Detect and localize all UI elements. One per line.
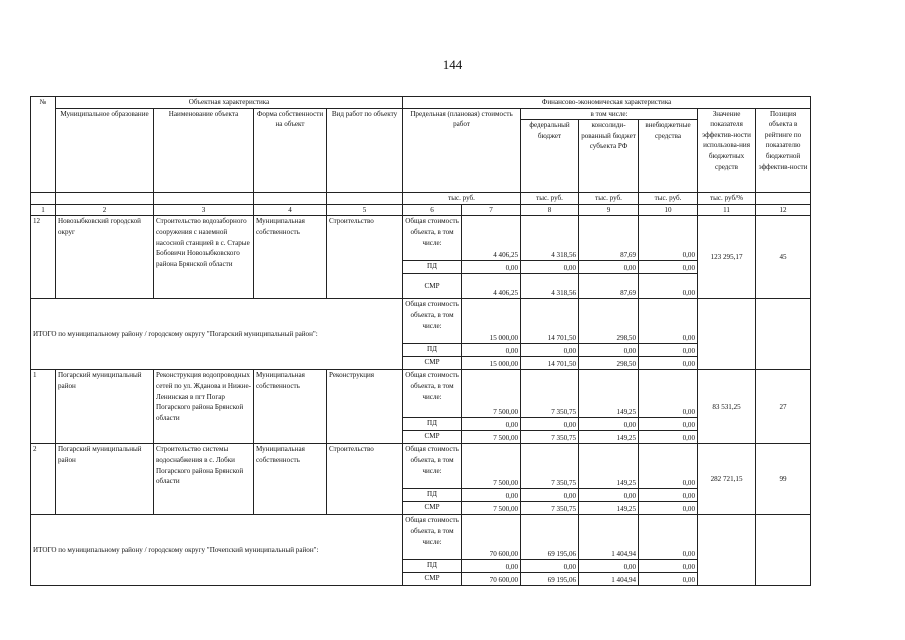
cell-value: 70 600,00 xyxy=(462,573,521,586)
cell-value: 0,00 xyxy=(521,489,579,502)
unit-federal: тыс. руб. xyxy=(521,193,579,205)
total-row xyxy=(31,515,811,560)
unit-extra: тыс. руб. xyxy=(639,193,698,205)
cell-value: 0,00 xyxy=(639,502,698,515)
col-num: 11 xyxy=(698,204,756,216)
cell-value: 1 404,94 xyxy=(579,515,639,560)
cell-value: 0,00 xyxy=(579,560,639,573)
row-municipal: Погарский муниципальный район xyxy=(56,444,154,515)
cell-value: 0,00 xyxy=(639,357,698,370)
cell-value: 0,00 xyxy=(639,299,698,344)
cell-value: 87,69 xyxy=(579,216,639,261)
cell-value: 87,69 xyxy=(579,274,639,299)
cell-value: 14 701,50 xyxy=(521,357,579,370)
cell-value: 0,00 xyxy=(639,515,698,560)
col-num: 4 xyxy=(254,204,327,216)
row-label-pd: ПД xyxy=(403,261,462,274)
header-indicator: Значение показателя эффектив-ности использова-ния бюджетных средств xyxy=(698,108,756,193)
cell-value: 0,00 xyxy=(462,261,521,274)
row-label-smr: СМР xyxy=(403,357,462,370)
row-municipal: Новозыбковский городской округ xyxy=(56,216,154,299)
cell-value: 7 500,00 xyxy=(462,431,521,444)
cell-value: 7 350,75 xyxy=(521,444,579,489)
header-object-group: Объектная характеристика xyxy=(56,97,403,109)
cell-value: 4 318,56 xyxy=(521,274,579,299)
cell-value: 7 500,00 xyxy=(462,502,521,515)
row-position: 27 xyxy=(756,370,811,444)
header-position: Позиция объекта в рейтинге по показателю бюджетной эффектив-ности xyxy=(756,108,811,193)
row-object: Строительство водозаборного сооружения с наземной насосной станцией в с. Старые Бобовичи Новозыбковского района Брянской области xyxy=(154,216,254,299)
total-row xyxy=(31,299,811,344)
col-num: 2 xyxy=(56,204,154,216)
row-indicator: 282 721,15 xyxy=(698,444,756,515)
row-label-smr: СМР xyxy=(403,274,462,299)
cell-value: 149,25 xyxy=(579,502,639,515)
cell-value: 0,00 xyxy=(639,274,698,299)
unit-indicator: тыс. руб/% xyxy=(698,193,756,205)
row-work: Строительство xyxy=(327,444,403,515)
col-num: 7 xyxy=(462,204,521,216)
col-num: 9 xyxy=(579,204,639,216)
cell-value: 1 404,94 xyxy=(579,573,639,586)
cell-value: 7 350,75 xyxy=(521,370,579,418)
row-label-pd: ПД xyxy=(403,489,462,502)
cell-value: 298,50 xyxy=(579,357,639,370)
cell-value: 0,00 xyxy=(639,560,698,573)
cell-value: 0,00 xyxy=(639,444,698,489)
row-municipal: Погарский муниципальный район xyxy=(56,370,154,444)
row-indicator: 123 295,17 xyxy=(698,216,756,299)
cell-value: 298,50 xyxy=(579,299,639,344)
row-indicator: 83 531,25 xyxy=(698,370,756,444)
row-position: 99 xyxy=(756,444,811,515)
row-label-smr: СМР xyxy=(403,573,462,586)
row-object: Строительство системы водоснабжения в с. Лобки Погарского района Брянской области xyxy=(154,444,254,515)
row-ownership: Муниципальная собственность xyxy=(254,444,327,515)
total-label-pogar: ИТОГО по муниципальному району / городскому округу "Погарский муниципальный район": xyxy=(31,299,403,370)
header-object-name: Наименование объекта xyxy=(154,108,254,193)
cell-value: 0,00 xyxy=(639,261,698,274)
cell-value: 4 318,56 xyxy=(521,216,579,261)
cell-value: 0,00 xyxy=(521,560,579,573)
row-label-total: Общая стоимость объекта, в том числе: xyxy=(403,299,462,344)
cell-value: 7 500,00 xyxy=(462,370,521,418)
cell-value: 0,00 xyxy=(579,418,639,431)
cell-value: 15 000,00 xyxy=(462,357,521,370)
cell-value: 0,00 xyxy=(639,573,698,586)
total-label-pochep: ИТОГО по муниципальному району / городскому округу "Почепский муниципальный район": xyxy=(31,515,403,586)
col-num: 8 xyxy=(521,204,579,216)
cell-value: 15 000,00 xyxy=(462,299,521,344)
cell-value: 7 350,75 xyxy=(521,431,579,444)
header-consolidated: консолиди-рованный бюджет субъекта РФ xyxy=(579,120,639,193)
header-ownership: Форма собственности на объект xyxy=(254,108,327,193)
cell-value: 0,00 xyxy=(639,431,698,444)
cell-value: 70 600,00 xyxy=(462,515,521,560)
cell-value: 0,00 xyxy=(521,344,579,357)
row-label-total: Общая стоимость объекта, в том числе: xyxy=(403,515,462,560)
cell-value: 0,00 xyxy=(462,560,521,573)
row-no: 1 xyxy=(31,370,56,444)
col-num: 6 xyxy=(403,204,462,216)
row-ownership: Муниципальная собственность xyxy=(254,216,327,299)
col-num: 3 xyxy=(154,204,254,216)
row-label-pd: ПД xyxy=(403,418,462,431)
cell-value: 0,00 xyxy=(579,489,639,502)
cell-value: 0,00 xyxy=(639,418,698,431)
cell-value: 4 406,25 xyxy=(462,274,521,299)
cell-value: 69 195,06 xyxy=(521,515,579,560)
unit-consolidated: тыс. руб. xyxy=(579,193,639,205)
row-no: 12 xyxy=(31,216,56,299)
cell-value: 0,00 xyxy=(521,418,579,431)
header-extra-budget: внебюджетные средства xyxy=(639,120,698,193)
row-no: 2 xyxy=(31,444,56,515)
header-finance-group: Финансово-экономическая характеристика xyxy=(403,97,811,109)
header-work-type: Вид работ по объекту xyxy=(327,108,403,193)
col-num: 10 xyxy=(639,204,698,216)
row-label-total: Общая стоимость объекта, в том числе: xyxy=(403,216,462,261)
cell-value: 0,00 xyxy=(462,489,521,502)
row-position: 45 xyxy=(756,216,811,299)
cell-value: 0,00 xyxy=(639,370,698,418)
row-work: Реконструкция xyxy=(327,370,403,444)
cell-value: 0,00 xyxy=(639,216,698,261)
cell-value: 0,00 xyxy=(462,344,521,357)
cell-value: 0,00 xyxy=(521,261,579,274)
cell-value: 69 195,06 xyxy=(521,573,579,586)
cell-value: 149,25 xyxy=(579,370,639,418)
header-federal: федеральный бюджет xyxy=(521,120,579,193)
row-label-total: Общая стоимость объекта, в том числе: xyxy=(403,444,462,489)
cell-value: 149,25 xyxy=(579,444,639,489)
col-num: 1 xyxy=(31,204,56,216)
page-number: 144 xyxy=(442,57,463,72)
cell-value: 4 406,25 xyxy=(462,216,521,261)
unit-cost: тыс. руб. xyxy=(403,193,521,205)
cell-value: 0,00 xyxy=(639,344,698,357)
cell-value: 149,25 xyxy=(579,431,639,444)
cell-value: 0,00 xyxy=(579,261,639,274)
header-cost: Предельная (плановая) стоимость работ xyxy=(403,108,521,193)
row-ownership: Муниципальная собственность xyxy=(254,370,327,444)
row-object: Реконструкция водопроводных сетей по ул. Жданова и Нижне-Ленинская в пгт Погар Погарского района Брянской области xyxy=(154,370,254,444)
cell-value: 0,00 xyxy=(639,489,698,502)
investment-table xyxy=(30,96,811,586)
header-no: № xyxy=(31,97,56,193)
row-label-pd: ПД xyxy=(403,344,462,357)
header-municipal: Муниципальное образование xyxy=(56,108,154,193)
row-label-total: Общая стоимость объекта, в том числе: xyxy=(403,370,462,418)
table-row xyxy=(31,370,811,418)
row-label-pd: ПД xyxy=(403,560,462,573)
row-label-smr: СМР xyxy=(403,431,462,444)
row-label-smr: СМР xyxy=(403,502,462,515)
col-num: 5 xyxy=(327,204,403,216)
cell-value: 0,00 xyxy=(579,344,639,357)
cell-value: 14 701,50 xyxy=(521,299,579,344)
row-work: Строительство xyxy=(327,216,403,299)
table-row xyxy=(31,216,811,261)
table-row xyxy=(31,444,811,489)
cell-value: 7 350,75 xyxy=(521,502,579,515)
cell-value: 0,00 xyxy=(462,418,521,431)
cell-value: 7 500,00 xyxy=(462,444,521,489)
col-num: 12 xyxy=(756,204,811,216)
header-including: в том числе: xyxy=(521,108,698,120)
